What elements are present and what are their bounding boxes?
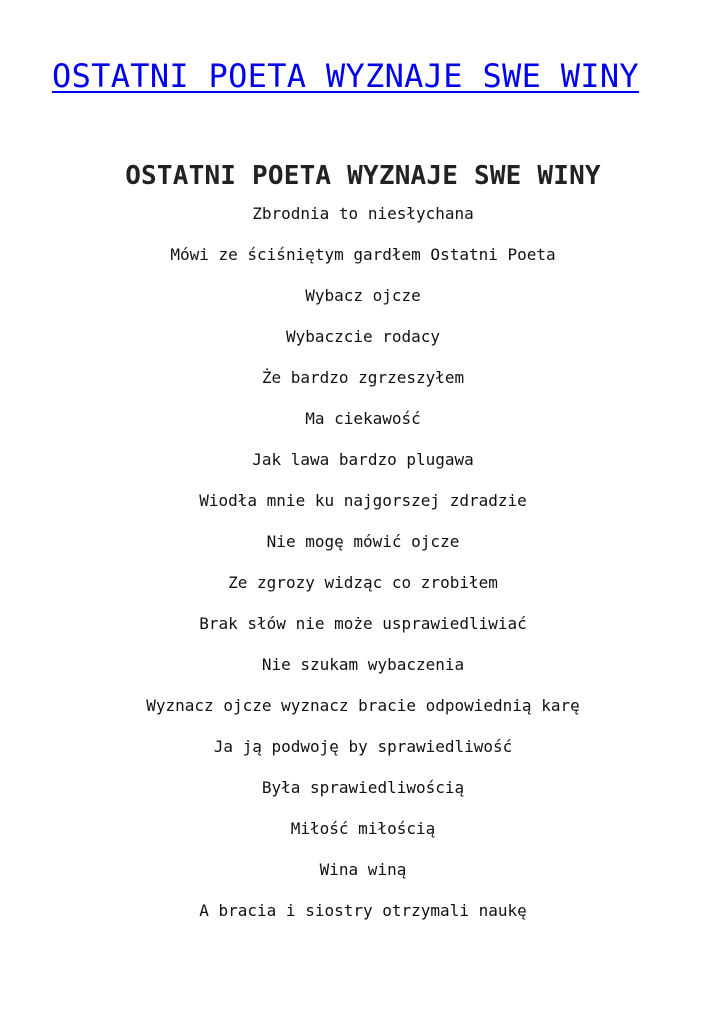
- poem-line: Nie mogę mówić ojcze: [266, 532, 460, 551]
- poem-line: Jak lawa bardzo plugawa: [252, 450, 474, 469]
- poem-line: Ja ją podwoję by sprawiedliwość: [213, 737, 513, 756]
- poem-line: Zbrodnia to niesłychana: [252, 204, 474, 223]
- poem-line: Wybaczcie rodacy: [285, 327, 441, 346]
- poem-line: Ze zgrozy widząc co zrobiłem: [228, 573, 498, 592]
- poem-line: Brak słów nie może usprawiedliwiać: [199, 614, 527, 633]
- poem-line: Wybacz ojcze: [305, 286, 421, 305]
- poem-line: Mówi ze ściśniętym gardłem Ostatni Poeta: [170, 245, 556, 264]
- poem-line: Wiodła mnie ku najgorszej zdradzie: [199, 491, 527, 510]
- poem-line: A bracia i siostry otrzymali naukę: [199, 901, 527, 920]
- poem-line: Była sprawiedliwością: [261, 778, 465, 797]
- poem-line: Nie szukam wybaczenia: [261, 655, 465, 674]
- title-link[interactable]: OSTATNI POETA WYZNAJE SWE WINY: [52, 57, 639, 95]
- poem-lines: [52, 204, 674, 921]
- poem-line: Że bardzo zgrzeszyłem: [261, 368, 465, 387]
- poem-line: Wyznacz ojcze wyznacz bracie odpowiednią karę: [146, 696, 580, 715]
- poem-line: Miłość miłością: [290, 819, 436, 838]
- poem-line: Wina winą: [319, 860, 407, 879]
- document-page: [52, 52, 674, 942]
- poem-heading: OSTATNI POETA WYZNAJE SWE WINY: [125, 161, 601, 191]
- poem-line: Ma ciekawość: [305, 409, 421, 428]
